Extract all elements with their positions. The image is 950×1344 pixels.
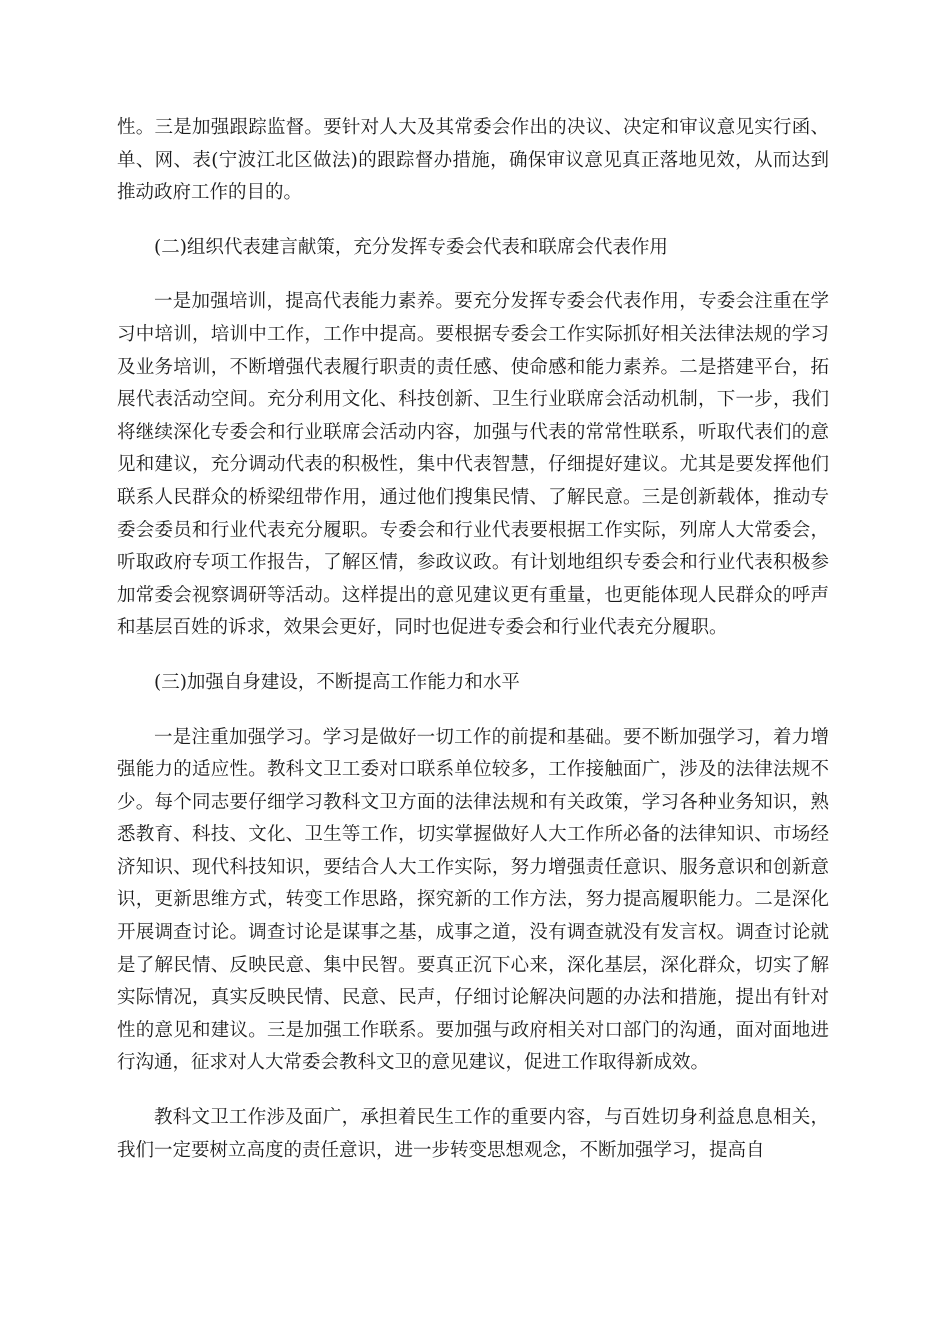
document-body (117, 112, 829, 1189)
section-heading-3: (三)加强自身建设，不断提高工作能力和水平 (154, 671, 520, 693)
paragraph-self-building: 一是注重加强学习。学习是做好一切工作的前提和基础。要不断加强学习，着力增强能力的适应性。教科文卫工委对口联系单位较多，工作接触面广，涉及的法律法规不少。每个同志要仔细学习教科文卫方面的法律法规和有关政策，学习各种业务知识，熟悉教育、科技、文化、卫生等工作，切实掌握做好人大工作所必备的法律知识、市场经济知识、现代科技知识，要结合人大工作实际，努力增强责任意识、服务意识和创新意识，更新思维方式，转变工作思路，探究新的工作方法，努力提高履职能力。二是深化开展调查讨论。调查讨论是谋事之基，成事之道，没有调查就没有发言权。调查讨论就是了解民情、反映民意、集中民智。要真正沉下心来，深化基层，深化群众，切实了解实际情况，真实反映民情、民意、民声，仔细讨论解决问题的办法和措施，提出有针对性的意见和建议。三是加强工作联系。要加强与政府相关对口部门的沟通，面对面地进行沟通，征求对人大常委会教科文卫的意见建议，促进工作取得新成效。 (117, 726, 829, 1074)
paragraph-conclusion: 教科文卫工作涉及面广，承担着民生工作的重要内容，与百姓切身利益息息相关，我们一定要树立高度的责任意识，进一步转变思想观念，不断加强学习，提高自 (117, 1107, 829, 1161)
section-heading-2: (二)组织代表建言献策，充分发挥专委会代表和联席会代表作用 (154, 236, 668, 258)
paragraph-representatives: 一是加强培训，提高代表能力素养。要充分发挥专委会代表作用，专委会注重在学习中培训，培训中工作，工作中提高。要根据专委会工作实际抓好相关法律法规的学习及业务培训，不断增强代表履行职责的责任感、使命感和能力素养。二是搭建平台，拓展代表活动空间。充分利用文化、科技创新、卫生行业联席会活动机制，下一步，我们将继续深化专委会和行业联席会活动内容，加强与代表的常常性联系，听取代表们的意见和建议，充分调动代表的积极性，集中代表智慧，仔细提好建议。尤其是要发挥他们联系人民群众的桥梁纽带作用，通过他们搜集民情、了解民意。三是创新载体，推动专委会委员和行业代表充分履职。专委会和行业代表要根据工作实际，列席人大常委会，听取政府专项工作报告，了解区情，参政议政。有计划地组织专委会和行业代表积极参加常委会视察调研等活动。这样提出的意见建议更有重量，也更能体现人民群众的呼声和基层百姓的诉求，效果会更好，同时也促进专委会和行业代表充分履职。 (117, 291, 829, 639)
paragraph-continuation: 性。三是加强跟踪监督。要针对人大及其常委会作出的决议、决定和审议意见实行函、单、网、表(宁波江北区做法)的跟踪督办措施，确保审议意见真正落地见效，从而达到推动政府工作的目的。 (117, 117, 829, 204)
